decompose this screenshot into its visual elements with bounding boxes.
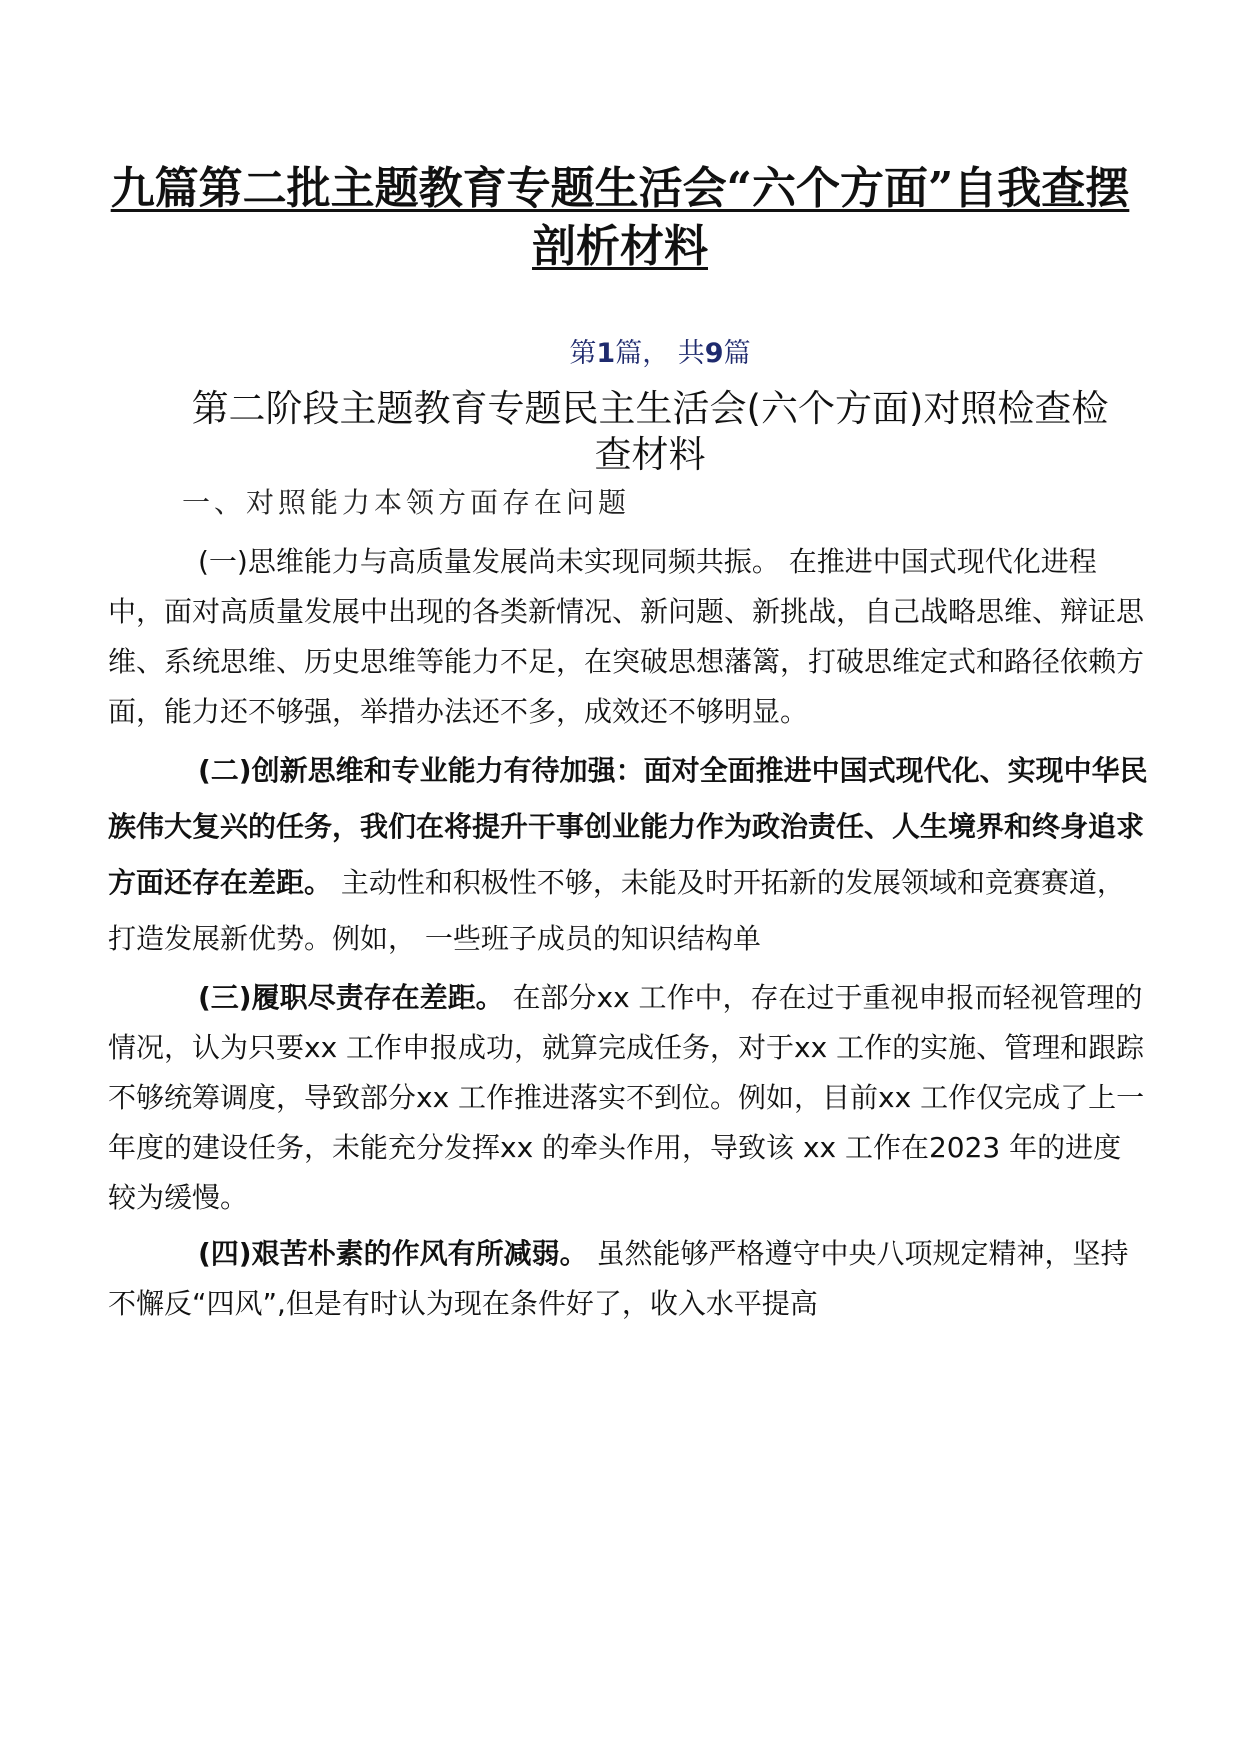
document-title: 九篇第二批主题教育专题生活会“六个方面”自我查摆剖析材料 [110, 163, 1130, 272]
paragraph-4 [108, 1229, 1148, 1329]
paragraph-1-lead: (一)思维能力与高质量发展尚未实现同频共振。 [198, 545, 780, 578]
paragraph-3 [108, 973, 1148, 1223]
paragraph-1 [108, 537, 1148, 737]
paragraph-3-text: 在部分xx 工作中，存在过于重视申报而轻视管理的情况，认为只要xx 工作申报成功，就算完成任务，对于xx 工作的实施、管理和跟踪不够统筹调度，导致部分xx 工作推进落实不到位。例如，目前xx 工作仅完成了上一年度的建设任务，未能充分发挥xx 的牵头作用，导致该 xx 工作在2023 年的进度较为缓慢。 [108, 981, 1145, 1214]
paragraph-2 [108, 743, 1148, 967]
section-heading: 一、对照能力本领方面存在问题 [182, 486, 631, 519]
paragraph-4-text: 虽然能够严格遵守中央八项规定精神，坚持不懈反“四风”,但是有时认为现在条件好了，收入水平提高 [108, 1237, 1129, 1320]
paragraph-1-text: 在推进中国式现代化进程中，面对高质量发展中出现的各类新情况、新问题、新挑战，自己战略思维、辩证思维、系统思维、历史思维等能力不足，在突破思想藩篱，打破思维定式和路径依赖方面，能力还不够强，举措办法还不多，成效还不够明显。 [108, 545, 1145, 728]
part-counter-current: 1 [596, 338, 616, 369]
part-counter-prefix: 第 [569, 338, 597, 369]
paragraph-2-text: 主动性和积极性不够，未能及时开拓新的发展领域和竞赛赛道，打造发展新优势。例如， 一些班子成员的知识结构单 [108, 866, 1125, 955]
paragraph-2-lead: (二)创新思维和专业能力有待加强：面对全面推进中国式现代化、实现中华民族伟大复兴的任务，我们在将提升干事创业能力作为政治责任、人生境界和终身追求方面还存在差距。 [108, 754, 1148, 899]
part-counter [0, 336, 1240, 372]
document-body [108, 537, 1148, 1335]
part-counter-total: 9 [704, 338, 724, 369]
article-title: 第二阶段主题教育专题民主生活会(六个方面)对照检查检查材料 [191, 387, 1109, 476]
paragraph-4-lead: (四)艰苦朴素的作风有所减弱。 [198, 1237, 588, 1270]
part-counter-middle: 篇， 共 [615, 338, 705, 369]
part-counter-suffix: 篇 [723, 338, 751, 369]
paragraph-3-lead: (三)履职尽责存在差距。 [198, 981, 504, 1014]
